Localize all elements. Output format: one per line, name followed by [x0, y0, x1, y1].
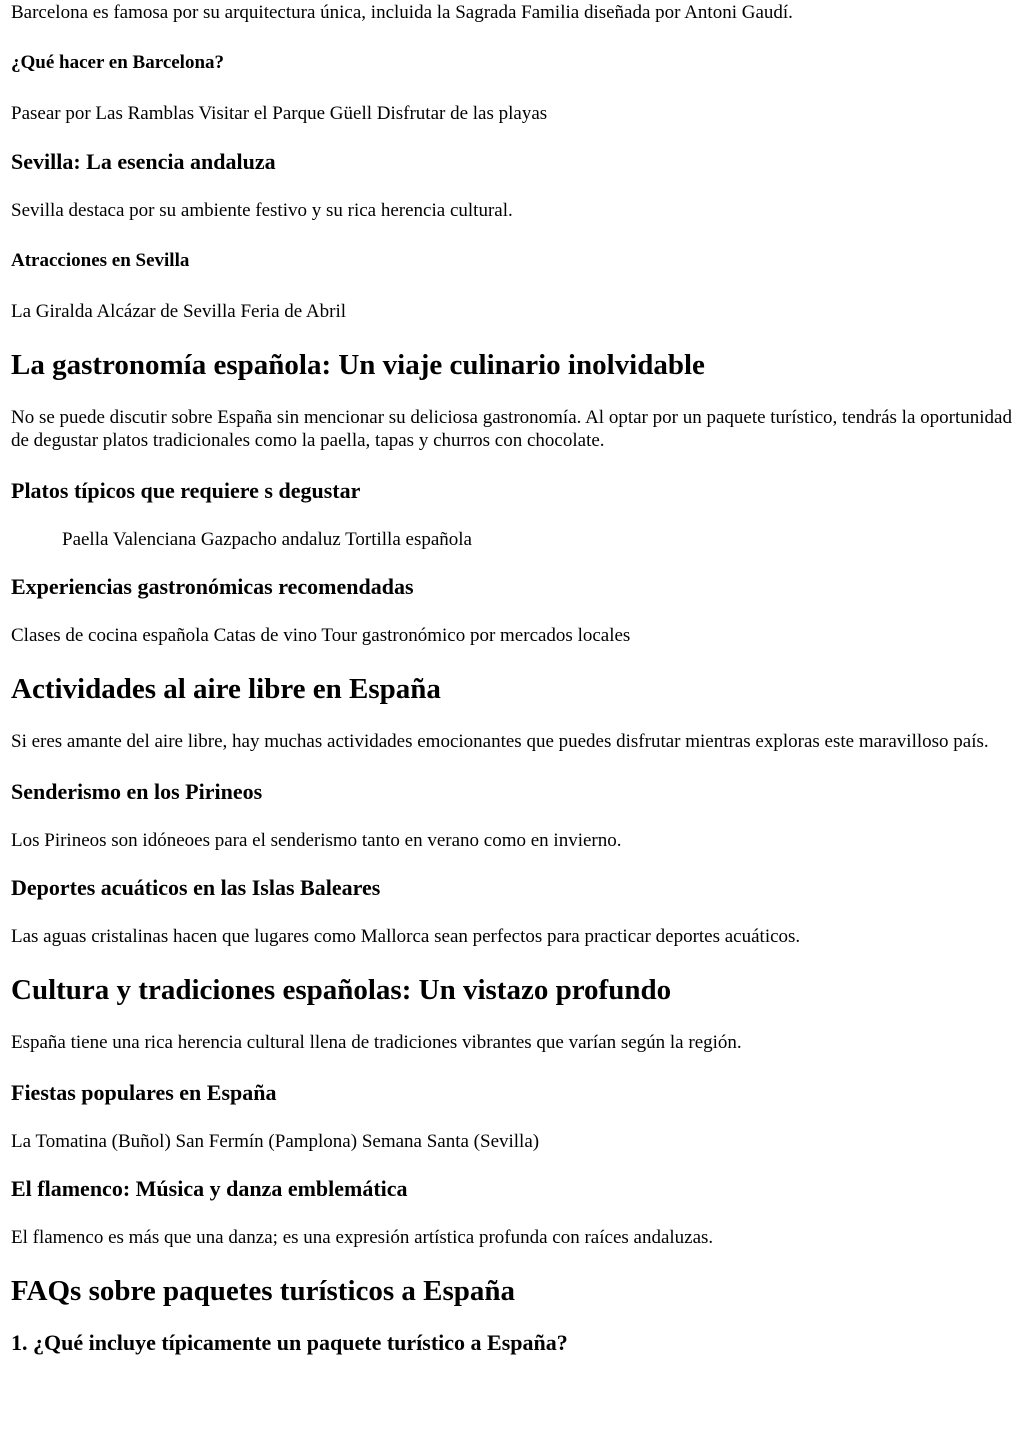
cultura-fiestas-list: La Tomatina (Buñol) San Fermín (Pamplona) Semana Santa (Sevilla) — [11, 1131, 540, 1152]
gastronomia-heading: La gastronomía española: Un viaje culinario inolvidable — [11, 349, 705, 381]
barcelona-intro: Barcelona es famosa por su arquitectura única, incluida la Sagrada Familia diseñada por Antoni Gaudí. — [11, 2, 793, 23]
sevilla-heading: Sevilla: La esencia andaluza — [11, 149, 276, 174]
aire-libre-heading: Actividades al aire libre en España — [11, 673, 441, 705]
sevilla-attractions-heading: Atracciones en Sevilla — [11, 250, 190, 271]
aire-libre-hiking-text: Los Pirineos son idóneoes para el senderismo tanto en verano como en invierno. — [11, 830, 622, 851]
faqs-heading: FAQs sobre paquetes turísticos a España — [11, 1275, 516, 1307]
aire-libre-intro: Si eres amante del aire libre, hay muchas actividades emocionantes que puedes disfrutar mientras exploras este maravilloso país. — [11, 731, 989, 752]
cultura-flamenco-text: El flamenco es más que una danza; es una expresión artística profunda con raíces andaluzas. — [11, 1227, 714, 1248]
cultura-heading: Cultura y tradiciones españolas: Un vistazo profundo — [11, 974, 672, 1006]
gastronomia-dishes-list: Paella Valenciana Gazpacho andaluz Tortilla española — [62, 529, 472, 550]
cultura-flamenco-heading: El flamenco: Música y danza emblemática — [11, 1176, 408, 1201]
sevilla-attractions-list: La Giralda Alcázar de Sevilla Feria de Abril — [11, 301, 347, 322]
aire-libre-hiking-heading: Senderismo en los Pirineos — [11, 779, 263, 804]
cultura-intro: España tiene una rica herencia cultural llena de tradiciones vibrantes que varían según la región. — [11, 1032, 742, 1053]
gastronomia-intro: No se puede discutir sobre España sin mencionar su deliciosa gastronomía. Al optar por un paquete turístico, tendrás la oportunidad de degustar platos tradicionales como la paella, tapas y churros con chocolate. — [11, 407, 1012, 451]
cultura-fiestas-heading: Fiestas populares en España — [11, 1080, 277, 1105]
gastronomia-experiences-list: Clases de cocina española Catas de vino Tour gastronómico por mercados locales — [11, 625, 631, 646]
sevilla-intro: Sevilla destaca por su ambiente festivo y su rica herencia cultural. — [11, 200, 513, 221]
aire-libre-water-text: Las aguas cristalinas hacen que lugares como Mallorca sean perfectos para practicar deportes acuáticos. — [11, 926, 801, 947]
barcelona-things-heading: ¿Qué hacer en Barcelona? — [11, 52, 225, 73]
gastronomia-experiences-heading: Experiencias gastronómicas recomendadas — [11, 574, 414, 599]
barcelona-things-list: Pasear por Las Ramblas Visitar el Parque Güell Disfrutar de las playas — [11, 103, 548, 124]
faqs-question-1: 1. ¿Qué incluye típicamente un paquete turístico a España? — [11, 1330, 568, 1355]
gastronomia-dishes-heading: Platos típicos que requiere s degustar — [11, 478, 361, 503]
aire-libre-water-heading: Deportes acuáticos en las Islas Baleares — [11, 875, 381, 900]
